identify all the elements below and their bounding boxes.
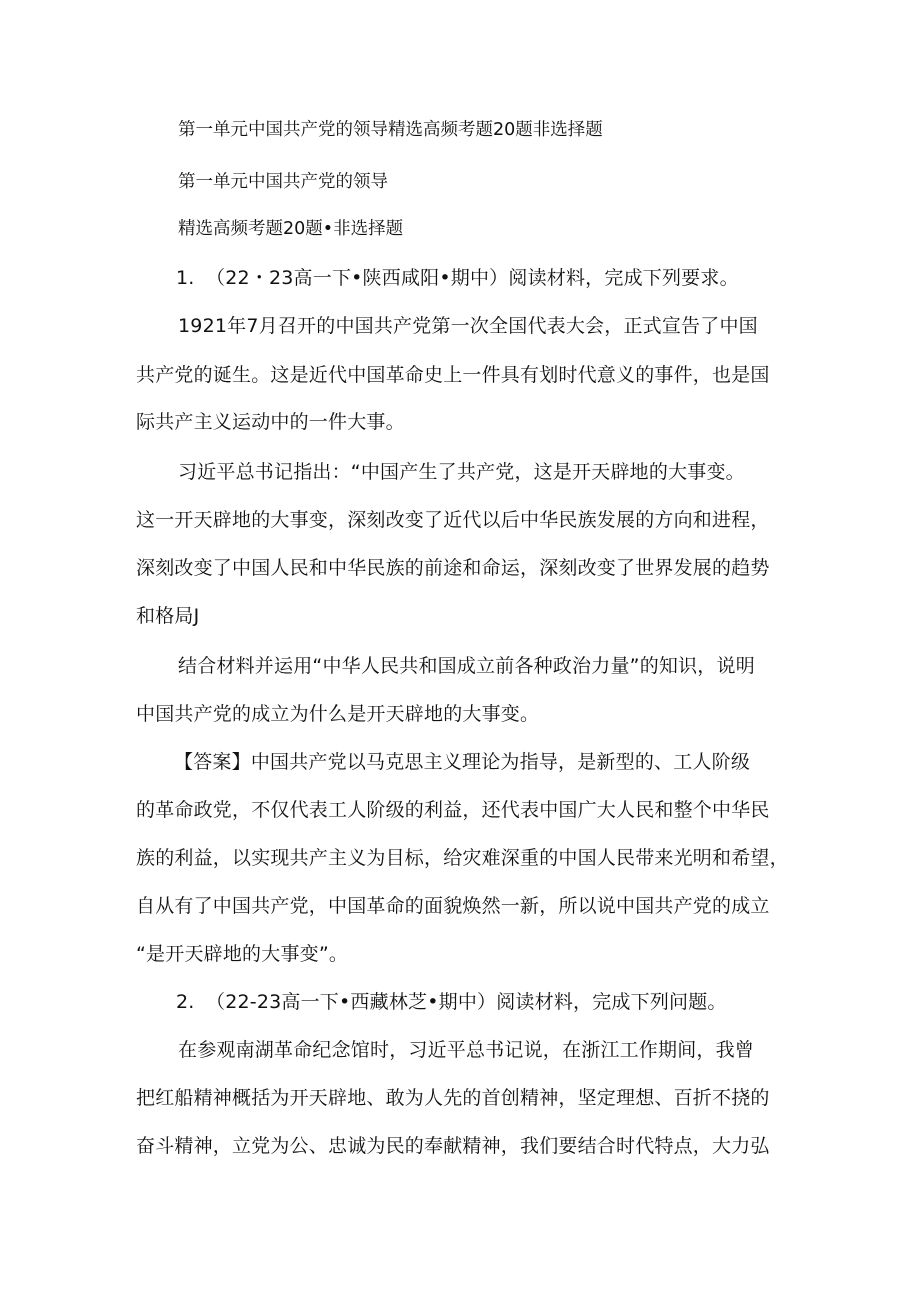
section-subtitle: 精选高频考题20题•非选择题 (178, 219, 404, 239)
answer-text: 中国共产党以马克思主义理论为指导，是新型的、工人阶级 (250, 751, 751, 773)
question-1-material-1-line-2: 共产党的诞生。这是近代中国革命史上一件具有划时代意义的事件，也是国 (136, 364, 770, 386)
question-1-material-2-line-3: 深刻改变了中国人民和中华民族的前途和命运，深刻改变了世界发展的趋势 (136, 557, 770, 579)
question-1-material-2-line-4: 和格局J (136, 605, 200, 627)
question-2-material-line-2: 把红船精神概括为开天辟地、敢为人先的首创精神，坚定理想、百折不挠的 (136, 1087, 770, 1109)
question-1-answer-line-4: 自从有了中国共产党，中国革命的面貌焕然一新，所以说中国共产党的成立 (136, 895, 770, 917)
question-1-answer-line-2: 的革命政党，不仅代表工人阶级的利益，还代表中国广大人民和整个中华民 (136, 799, 770, 821)
question-1-prompt-line-2: 中国共产党的成立为什么是开天辟地的大事变。 (136, 703, 540, 725)
question-1-material-1-line-1: 1921年7月召开的中国共产党第一次全国代表大会，正式宣告了中国 (178, 315, 758, 337)
question-1-material-2-line-2: 这一开天辟地的大事变，深刻改变了近代以后中华民族发展的方向和进程， (136, 509, 770, 531)
question-1-answer-line-5: “是开天辟地的大事变”。 (136, 943, 349, 965)
question-2-source: （22-23高一下•西藏林芝•期中）阅读材料，完成下列问题。 (206, 991, 727, 1013)
unit-title: 第一单元中国共产党的领导 (178, 172, 388, 192)
question-1-source: （22・23高一下•陕西咸阳•期中）阅读材料，完成下列要求。 (206, 267, 739, 289)
question-2-material-line-3: 奋斗精神，立党为公、忠诚为民的奉献精神，我们要结合时代特点，大力弘 (136, 1135, 770, 1157)
question-1-answer-line-3: 族的利益，以实现共产主义为目标，给灾难深重的中国人民带来光明和希望， (136, 847, 789, 869)
question-1-prompt-line-1: 结合材料并运用“中华人民共和国成立前各种政治力量”的知识，说明 (178, 655, 755, 677)
document-title: 第一单元中国共产党的领导精选高频考题20题非选择题 (178, 120, 603, 140)
answer-label: 【答案】 (174, 751, 251, 773)
question-1-number: 1. (176, 267, 195, 289)
question-1-material-2-line-1: 习近平总书记指出：“中国产生了共产党，这是开天辟地的大事变。 (178, 461, 745, 483)
question-1-answer-line-1 (174, 750, 750, 774)
question-1-material-1-line-3: 际共产主义运动中的一件大事。 (136, 411, 405, 433)
question-2-number: 2. (176, 991, 195, 1013)
question-2-material-line-1: 在参观南湖革命纪念馆时，习近平总书记说，在浙江工作期间，我曾 (178, 1039, 755, 1061)
